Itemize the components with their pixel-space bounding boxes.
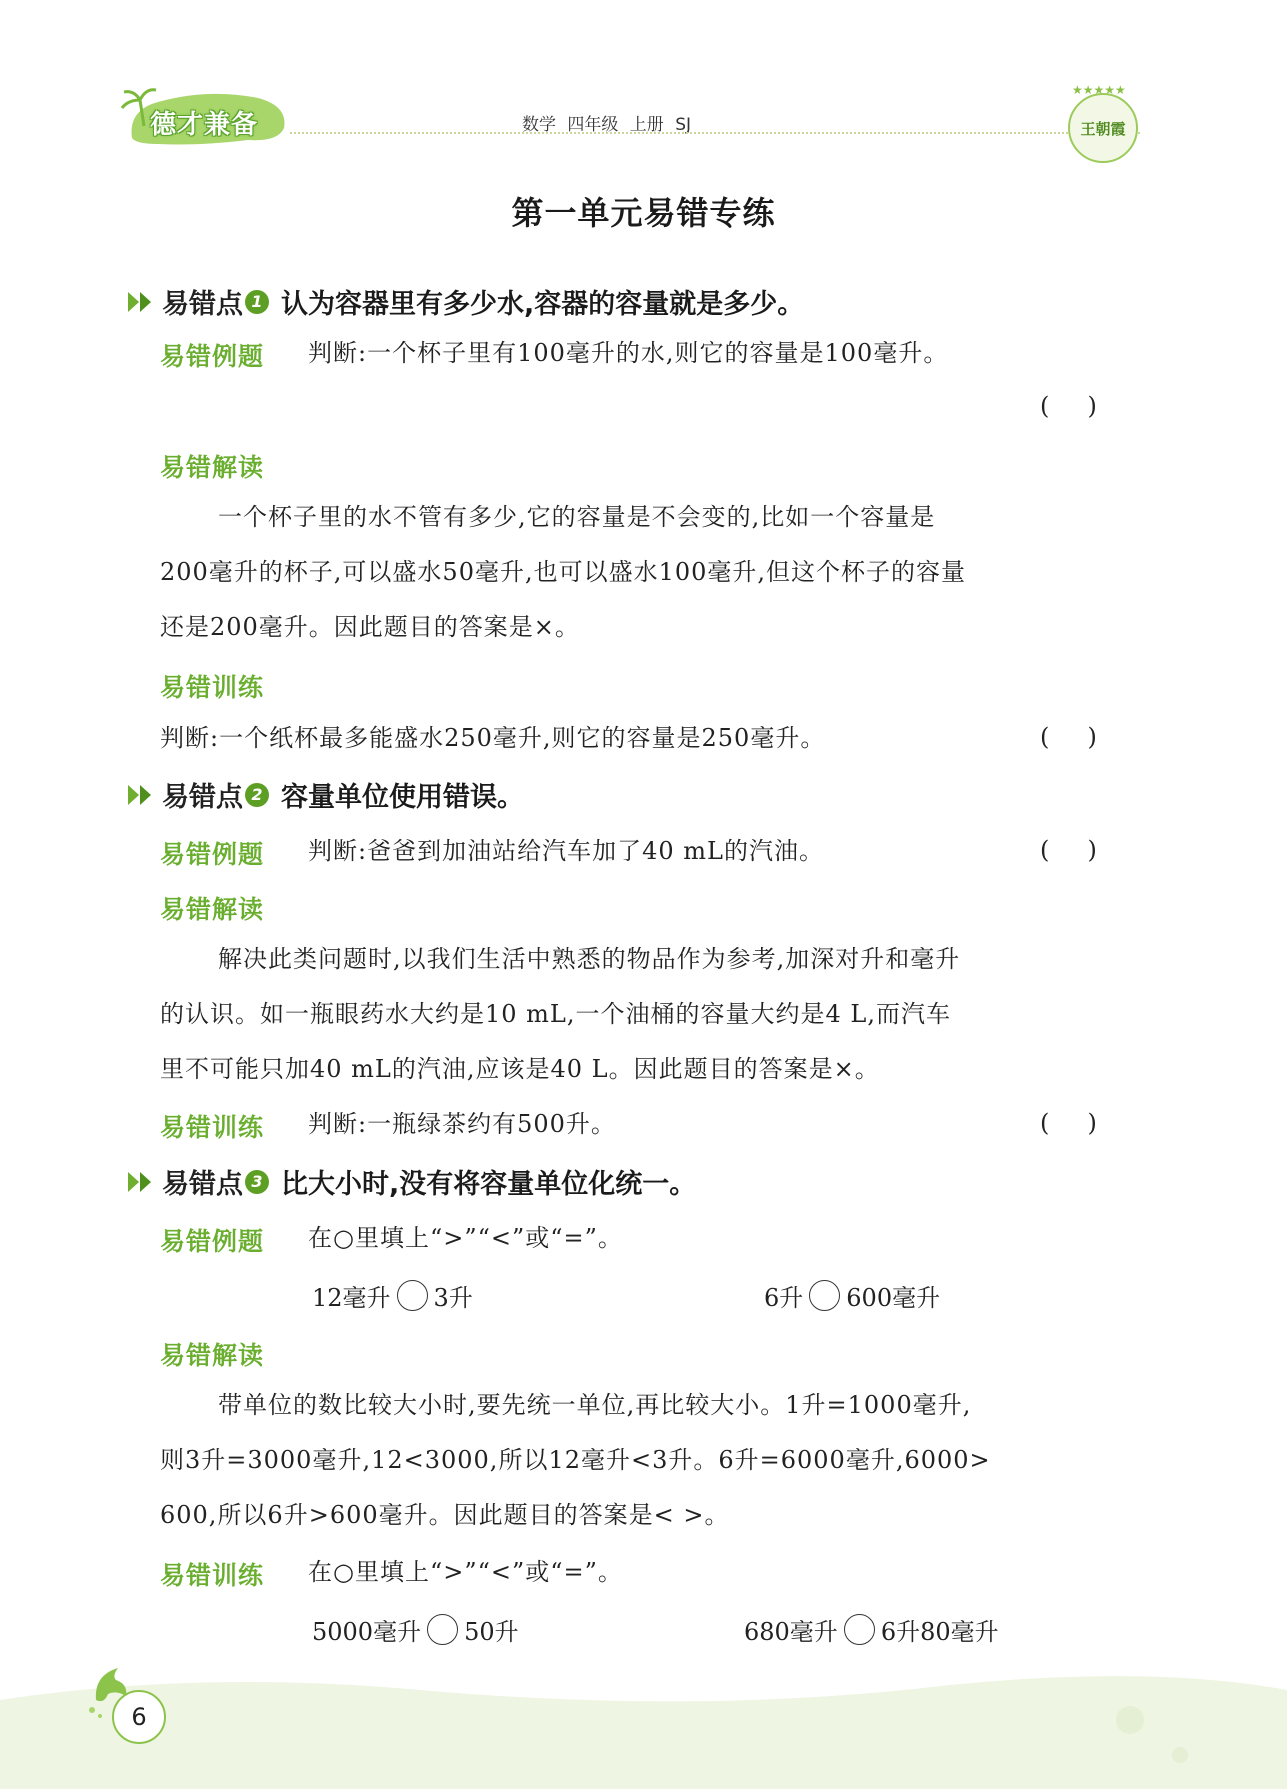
train-label: 易错训练 <box>160 1113 265 1142</box>
explain-line: 里不可能只加40 mL的汽油,应该是40 L。因此题目的答案是×。 <box>160 1055 880 1083</box>
page-number: 6 <box>112 1690 166 1744</box>
compare-left: 12毫升 <box>312 1284 391 1312</box>
train-text: 判断:一瓶绿茶约有500升。 <box>308 1110 616 1138</box>
example-text: 判断:一个杯子里有100毫升的水,则它的容量是100毫升。 <box>308 339 949 367</box>
answer-blank[interactable]: ( ) <box>1040 723 1097 751</box>
error-point-label: 易错点 <box>162 289 243 320</box>
page-title: 第一单元易错专练 <box>511 194 776 232</box>
answer-circle[interactable] <box>844 1614 875 1645</box>
explain-label: 易错解读 <box>160 453 265 482</box>
error-point-text: 容量单位使用错误。 <box>281 782 524 813</box>
answer-circle[interactable] <box>809 1280 840 1311</box>
answer-blank[interactable]: ( ) <box>1040 1109 1097 1137</box>
number-badge: 1 <box>245 290 269 314</box>
compare-right: 600毫升 <box>846 1284 941 1312</box>
explain-label: 易错解读 <box>160 1341 265 1370</box>
error-point-label: 易错点 <box>162 782 243 813</box>
example-text: 判断:爸爸到加油站给汽车加了40 mL的汽油。 <box>308 837 824 865</box>
error-point-label: 易错点 <box>162 1169 243 1200</box>
explain-line: 还是200毫升。因此题目的答案是×。 <box>160 613 580 641</box>
explain-line: 带单位的数比较大小时,要先统一单位,再比较大小。1升=1000毫升, <box>218 1391 972 1419</box>
example-text: 在○里填上“>”“<”或“=”。 <box>308 1224 623 1252</box>
error-point-3-heading <box>128 1162 696 1201</box>
compare-right: 6升80毫升 <box>880 1618 999 1646</box>
explain-line: 200毫升的杯子,可以盛水50毫升,也可以盛水100毫升,但这个杯子的容量 <box>160 558 967 586</box>
compare-right: 3升 <box>433 1284 473 1312</box>
footer-decoration <box>0 1660 1287 1789</box>
brand-seal <box>1062 78 1144 168</box>
answer-blank[interactable]: ( ) <box>1040 392 1097 420</box>
explain-line: 则3升=3000毫升,12<3000,所以12毫升<3升。6升=6000毫升,6000> <box>160 1446 991 1474</box>
answer-circle[interactable] <box>427 1614 458 1645</box>
explain-line: 600,所以6升>600毫升。因此题目的答案是< >。 <box>160 1501 730 1529</box>
brand-text: 王朝霞 <box>1080 120 1126 138</box>
header-divider <box>290 132 1140 134</box>
train-text: 在○里填上“>”“<”或“=”。 <box>308 1558 623 1586</box>
compare-left: 5000毫升 <box>312 1618 422 1646</box>
compare-item <box>764 1278 940 1313</box>
compare-item <box>312 1612 519 1647</box>
double-arrow-icon <box>128 292 152 312</box>
svg-text:★★★★★: ★★★★★ <box>1072 83 1126 97</box>
example-label: 易错例题 <box>160 840 265 869</box>
logo-text: 德才兼备 <box>150 110 259 140</box>
example-label: 易错例题 <box>160 1227 265 1256</box>
error-point-text: 认为容器里有多少水,容器的容量就是多少。 <box>281 289 805 320</box>
number-badge: 3 <box>245 1170 269 1194</box>
train-label: 易错训练 <box>160 1561 265 1590</box>
error-point-text: 比大小时,没有将容量单位化统一。 <box>281 1169 697 1200</box>
train-text: 判断:一个纸杯最多能盛水250毫升,则它的容量是250毫升。 <box>160 724 826 752</box>
example-label: 易错例题 <box>160 342 265 371</box>
double-arrow-icon <box>128 785 152 805</box>
compare-item <box>744 1612 999 1647</box>
double-arrow-icon <box>128 1172 152 1192</box>
explain-line: 的认识。如一瓶眼药水大约是10 mL,一个油桶的容量大约是4 L,而汽车 <box>160 1000 951 1028</box>
error-point-1-heading <box>128 282 804 321</box>
explain-line: 解决此类问题时,以我们生活中熟悉的物品作为参考,加深对升和毫升 <box>218 945 961 973</box>
compare-right: 50升 <box>464 1618 519 1646</box>
error-point-2-heading <box>128 775 524 814</box>
answer-blank[interactable]: ( ) <box>1040 836 1097 864</box>
compare-left: 680毫升 <box>744 1618 838 1646</box>
answer-circle[interactable] <box>397 1280 428 1311</box>
explain-label: 易错解读 <box>160 895 265 924</box>
book-info: 数学 四年级 上册 SJ <box>522 115 692 135</box>
compare-left: 6升 <box>764 1284 804 1312</box>
number-badge: 2 <box>245 783 269 807</box>
compare-item <box>312 1278 473 1313</box>
train-label: 易错训练 <box>160 673 265 702</box>
explain-line: 一个杯子里的水不管有多少,它的容量是不会变的,比如一个容量是 <box>218 503 936 531</box>
